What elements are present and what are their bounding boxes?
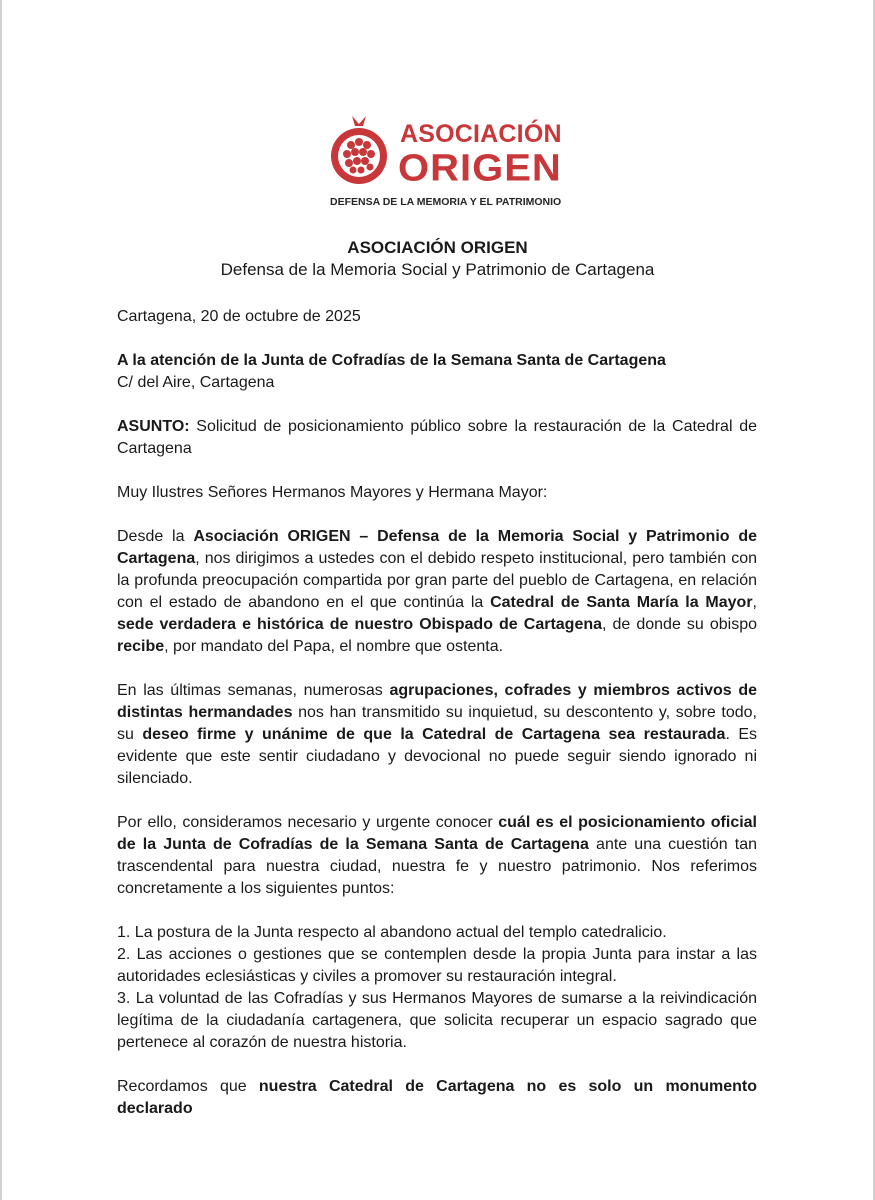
logo-word-origen: ORIGEN	[398, 147, 562, 189]
recipient-address: C/ del Aire, Cartagena	[117, 374, 275, 391]
salutation: Muy Ilustres Señores Hermanos Mayores y Hermana Mayor:	[117, 484, 548, 501]
recipient-name: A la atención de la Junta de Cofradías de la Semana Santa de Cartagena	[117, 352, 666, 369]
letter-body	[117, 306, 757, 1120]
pomegranate-icon	[328, 114, 390, 186]
list-item: 1. La postura de la Junta respecto al abandono actual del templo catedralicio.	[117, 924, 667, 941]
list-item: 3. La voluntad de las Cofradías y sus Hermanos Mayores de sumarse a la reivindicación legítima de la ciudadanía cartagenera, que solicita recuperar un espacio sagrado que pertenece al corazón de nuestra historia.	[117, 990, 757, 1051]
paragraph-4: Recordamos que nuestra Catedral de Cartagena no es solo un monumento declarado	[117, 1078, 757, 1117]
request-points-list	[117, 922, 757, 1054]
paragraph-1: Desde la Asociación ORIGEN – Defensa de la Memoria Social y Patrimonio de Cartagena, nos dirigimos a ustedes con el debido respeto institucional, pero también con la profunda preocupación compartida por gran parte del pueblo de Cartagena, en relación con el estado de abandono en el que continúa la Catedral de Santa María la Mayor, sede verdadera e histórica de nuestro Obispado de Cartagena, de donde su obispo recibe, por mandato del Papa, el nombre que ostenta.	[117, 528, 758, 655]
list-item: 2. Las acciones o gestiones que se contemplen desde la propia Junta para instar a las autoridades eclesiásticas y civiles a promover su restauración integral.	[117, 946, 757, 985]
subject-text: Solicitud de posicionamiento público sobre la restauración de la Catedral de Cartagena	[117, 418, 757, 457]
logo-word-asociacion: ASOCIACIÓN	[400, 120, 562, 148]
paragraph-2: En las últimas semanas, numerosas agrupaciones, cofrades y miembros activos de distintas hermandades nos han transmitido su inquietud, su descontento y, sobre todo, su deseo firme y unánime de que la Catedral de Cartagena sea restaurada. Es evidente que este sentir ciudadano y devocional no puede seguir siendo ignorado ni silenciado.	[117, 682, 758, 787]
subject-label: ASUNTO:	[117, 418, 190, 435]
letter-date: Cartagena, 20 de octubre de 2025	[117, 308, 361, 325]
subject-line	[117, 416, 757, 460]
organization-title: ASOCIACIÓN ORIGEN	[347, 238, 528, 257]
association-logo	[326, 112, 562, 212]
paragraph-3: Por ello, consideramos necesario y urgente conocer cuál es el posicionamiento oficial de la Junta de Cofradías de la Semana Santa de Cartagena ante una cuestión tan trascendental para nuestra ciudad, nuestra fe y nuestro patrimonio. Nos referimos concretamente a los siguientes puntos:	[117, 814, 758, 897]
logo-tagline: DEFENSA DE LA MEMORIA Y EL PATRIMONIO	[330, 196, 562, 208]
organization-subtitle: Defensa de la Memoria Social y Patrimonio de Cartagena	[220, 260, 655, 279]
